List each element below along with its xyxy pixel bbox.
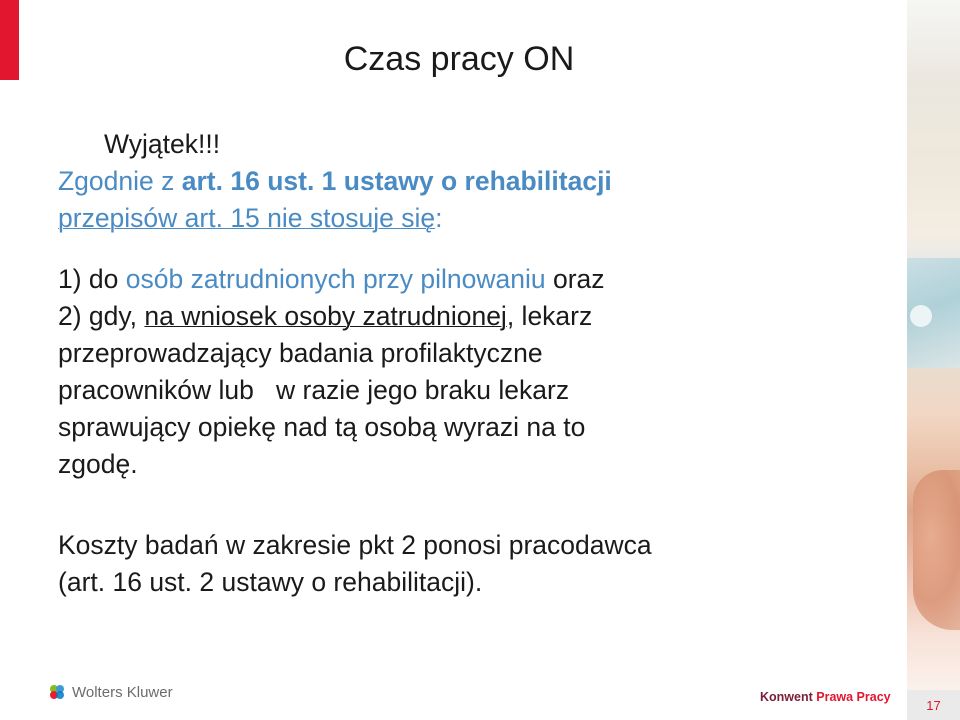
event-name-part2: Prawa Pracy xyxy=(816,690,891,704)
hand-image xyxy=(913,470,960,630)
item1-suffix: oraz xyxy=(545,264,605,294)
item2-underlined: na wniosek osoby zatrudnionej xyxy=(144,301,507,331)
list-item-1 xyxy=(58,261,898,298)
exception-heading: Wyjątek!!! xyxy=(104,129,221,159)
decorative-photo-strip xyxy=(907,0,960,690)
list-item-2-line-5: zgodę. xyxy=(58,449,138,479)
list-item-2-line-4: sprawujący opiekę nad tą osobą wyrazi na to xyxy=(58,412,586,442)
list-item-2-line-3: pracowników lub w razie jego braku lekarz xyxy=(58,375,570,405)
brand-name: Wolters Kluwer xyxy=(72,683,173,701)
list-item-2 xyxy=(58,298,898,335)
puzzle-knob-image xyxy=(910,305,932,327)
law-reference: art. 16 ust. 1 ustawy o rehabilitacji xyxy=(181,166,612,196)
wolters-kluwer-icon xyxy=(48,683,66,701)
item2-suffix: , lekarz xyxy=(506,301,593,331)
event-name xyxy=(760,690,891,704)
intro-line-2 xyxy=(58,200,898,237)
intro-underlined: przepisów art. 15 nie stosuje się xyxy=(58,203,436,233)
item1-prefix: 1) do xyxy=(58,264,126,294)
costs-line-2: (art. 16 ust. 2 ustawy o rehabilitacji). xyxy=(58,567,483,597)
slide-title: Czas pracy ON xyxy=(343,40,575,78)
event-name-part1: Konwent xyxy=(760,690,817,704)
intro-colon: : xyxy=(435,203,443,233)
intro-prefix: Zgodnie z xyxy=(58,166,182,196)
item2-prefix: 2) gdy, xyxy=(58,301,145,331)
list-item-2-line-2: przeprowadzający badania profilaktyczne xyxy=(58,338,543,368)
item1-highlight: osób zatrudnionych przy pilnowaniu xyxy=(125,264,546,294)
page-number: 17 xyxy=(907,690,960,720)
slide-body xyxy=(58,126,898,601)
intro-line-1 xyxy=(58,163,898,200)
costs-line-1: Koszty badań w zakresie pkt 2 ponosi pracodawca xyxy=(58,530,652,560)
wolters-kluwer-logo xyxy=(48,683,173,701)
